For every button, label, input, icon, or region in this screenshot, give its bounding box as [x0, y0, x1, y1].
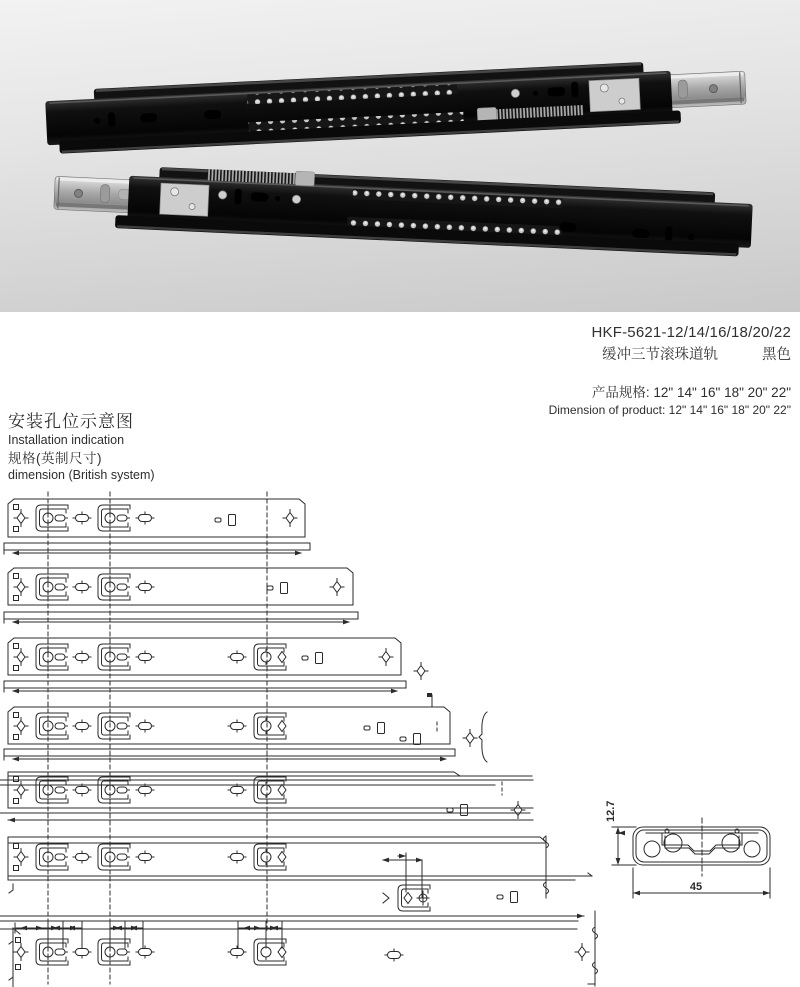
- spec-line-en: Dimension of product: 12" 14" 16" 18" 20" 22": [548, 403, 791, 417]
- section-title-cn: 安装孔位示意图: [8, 412, 134, 431]
- cross-section-drawing: [605, 801, 702, 893]
- product-name-cn: 缓冲三节滚珠道轨: [602, 347, 718, 363]
- slide-drawing-row-6: [8, 836, 592, 911]
- slide-drawing-row-3: [4, 638, 428, 693]
- section-subtitle-cn: 规格(英制尺寸): [8, 450, 102, 466]
- slide-drawing-row-1: [4, 499, 310, 555]
- slide-drawing-row-7: [0, 911, 598, 987]
- slide-drawing-row-2: [4, 568, 358, 624]
- cross-section-height-label: 12.7: [605, 800, 617, 822]
- slide-drawing-row-4: [4, 693, 487, 762]
- section-subtitle-en: dimension (British system): [8, 468, 155, 482]
- section-title-en: Installation indication: [8, 433, 125, 447]
- construction-lines: [48, 492, 267, 984]
- spec-line-cn: 产品规格: 12" 14" 16" 18" 20" 22": [591, 385, 791, 400]
- color-label: 黑色: [762, 347, 791, 363]
- cross-section-width-label: 45: [689, 881, 703, 893]
- model-number: HKF-5621-12/14/16/18/20/22: [591, 324, 791, 341]
